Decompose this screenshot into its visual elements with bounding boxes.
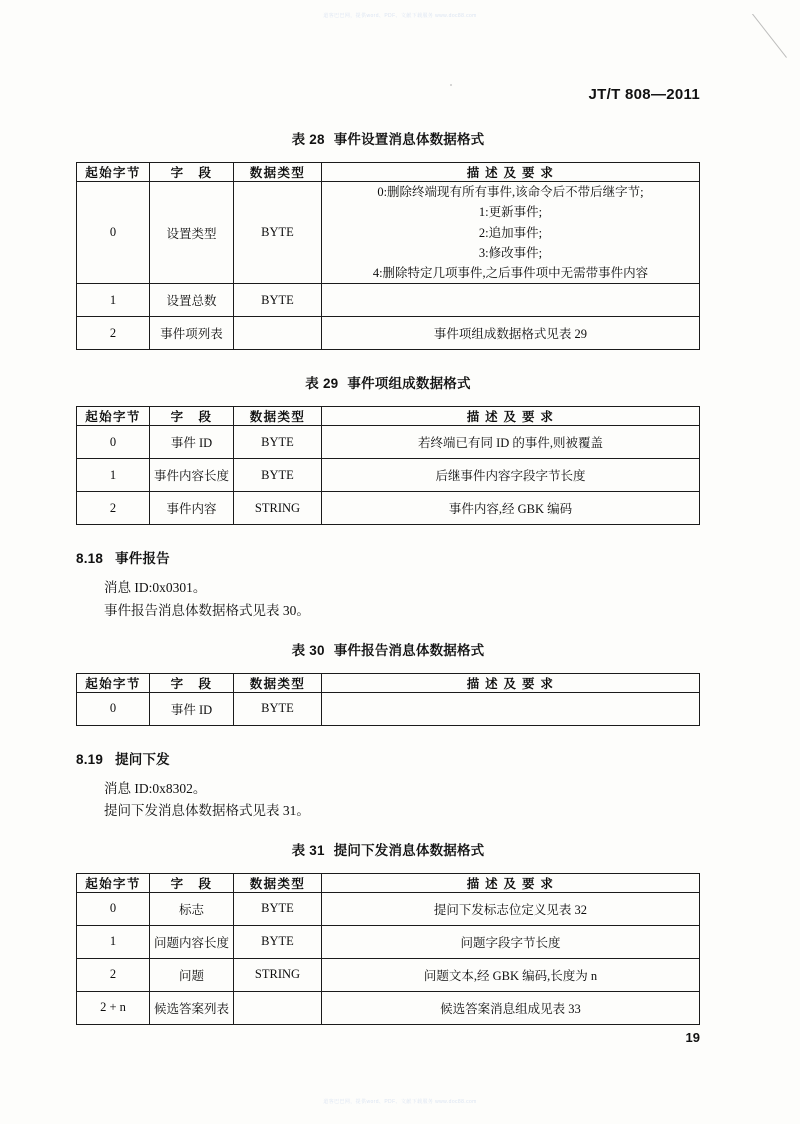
description-line: 0:删除终端现有所有事件,该命令后不带后继字节; (377, 185, 644, 199)
column-header-description: 描 述 及 要 求 (322, 407, 700, 426)
cell-start-byte: 2 (77, 958, 150, 991)
column-header-field: 字 段 (150, 873, 234, 892)
cell-data-type: BYTE (234, 284, 322, 317)
cell-start-byte: 2 (77, 492, 150, 525)
table-30-caption (76, 639, 700, 659)
section-heading-8-18 (76, 547, 700, 567)
column-header-data-type: 数据类型 (234, 673, 322, 692)
cell-start-byte: 1 (77, 459, 150, 492)
table-30-caption-number: 表 30 (291, 642, 325, 658)
section-title-8-18: 事件报告 (115, 551, 170, 567)
cell-start-byte: 1 (77, 284, 150, 317)
section-8-18-format-reference: 事件报告消息体数据格式见表 30。 (104, 602, 310, 618)
cell-description: 若终端已有同 ID 的事件,则被覆盖 (322, 426, 700, 459)
cell-field: 问题内容长度 (150, 925, 234, 958)
section-number-8-19: 8.19 (76, 751, 104, 767)
description-line: 1:更新事件; (478, 205, 543, 220)
table-row (77, 692, 700, 725)
cell-data-type: BYTE (234, 925, 322, 958)
column-header-description: 描 述 及 要 求 (322, 163, 700, 182)
cell-field: 候选答案列表 (150, 991, 234, 1024)
cell-start-byte: 0 (77, 692, 150, 725)
column-header-field: 字 段 (150, 673, 234, 692)
table-30 (76, 673, 700, 726)
table-31-caption-title: 提问下发消息体数据格式 (333, 842, 485, 858)
scan-artifact-corner (748, 14, 794, 60)
cell-start-byte: 0 (77, 426, 150, 459)
table-28-caption-title: 事件设置消息体数据格式 (333, 132, 485, 147)
column-header-data-type: 数据类型 (234, 873, 322, 892)
cell-data-type: STRING (234, 492, 322, 525)
cell-field: 设置总数 (150, 284, 234, 317)
cell-start-byte: 1 (77, 925, 150, 958)
cell-description: 问题文本,经 GBK 编码,长度为 n (322, 958, 700, 991)
table-31-caption (76, 839, 700, 859)
section-number-8-18: 8.18 (76, 551, 104, 567)
table-row (77, 426, 700, 459)
table-31 (76, 873, 700, 1025)
description-line: 3:修改事件; (478, 245, 543, 260)
page-number: 19 (685, 1030, 700, 1045)
cell-field: 设置类型 (150, 182, 234, 284)
table-30-header-row (77, 673, 700, 692)
cell-start-byte: 2 (77, 317, 150, 350)
table-row (77, 492, 700, 525)
column-header-start-byte: 起始字节 (77, 873, 150, 892)
column-header-start-byte: 起始字节 (77, 673, 150, 692)
section-heading-8-19 (76, 748, 700, 768)
cell-description: 事件内容,经 GBK 编码 (322, 492, 700, 525)
cell-field: 标志 (150, 892, 234, 925)
cell-field: 事件内容长度 (150, 459, 234, 492)
page-content (76, 128, 700, 1025)
cell-data-type: BYTE (234, 459, 322, 492)
table-29-caption (76, 372, 700, 392)
table-row (77, 991, 700, 1024)
watermark-bottom: 道客巴巴网，提供word、PDF、文献下载服务 www.doc88.com (323, 1099, 477, 1105)
cell-field: 问题 (150, 958, 234, 991)
cell-data-type (234, 991, 322, 1024)
table-row (77, 182, 700, 284)
column-header-description: 描 述 及 要 求 (322, 873, 700, 892)
column-header-field: 字 段 (150, 407, 234, 426)
standard-number-header: JT/T 808—2011 (588, 86, 700, 103)
cell-field: 事件内容 (150, 492, 234, 525)
description-line: 2:追加事件; (478, 225, 543, 240)
table-row (77, 317, 700, 350)
table-28-caption (76, 128, 700, 148)
table-row (77, 892, 700, 925)
cell-start-byte: 0 (77, 892, 150, 925)
table-row (77, 459, 700, 492)
column-header-description: 描 述 及 要 求 (322, 673, 700, 692)
cell-data-type: BYTE (234, 182, 322, 284)
table-28-header-row (77, 163, 700, 182)
section-8-19-format-reference: 提问下发消息体数据格式见表 31。 (104, 803, 310, 819)
cell-field: 事件 ID (150, 426, 234, 459)
table-31-header-row (77, 873, 700, 892)
table-29 (76, 406, 700, 525)
table-30-caption-title: 事件报告消息体数据格式 (333, 642, 485, 658)
table-row (77, 958, 700, 991)
cell-description (322, 692, 700, 725)
column-header-field: 字 段 (150, 163, 234, 182)
column-header-data-type: 数据类型 (234, 407, 322, 426)
cell-description: 问题字段字节长度 (322, 925, 700, 958)
cell-start-byte: 2 + n (77, 991, 150, 1024)
section-title-8-19: 提问下发 (115, 751, 170, 767)
cell-data-type: BYTE (234, 692, 322, 725)
table-29-header-row (77, 407, 700, 426)
cell-field: 事件 ID (150, 692, 234, 725)
table-31-caption-number: 表 31 (291, 842, 325, 858)
scan-speck (450, 84, 452, 86)
cell-field: 事件项列表 (150, 317, 234, 350)
column-header-start-byte: 起始字节 (77, 163, 150, 182)
cell-description: 后继事件内容字段字节长度 (322, 459, 700, 492)
cell-data-type (234, 317, 322, 350)
section-8-19-message-id: 消息 ID:0x8302。 (104, 780, 207, 796)
table-28 (76, 162, 700, 350)
cell-start-byte: 0 (77, 182, 150, 284)
watermark-top: 道客巴巴网，提供word、PDF、文献下载服务 www.doc88.com (323, 13, 477, 19)
cell-data-type: BYTE (234, 426, 322, 459)
table-row (77, 284, 700, 317)
cell-description (322, 284, 700, 317)
cell-description: 事件项组成数据格式见表 29 (322, 317, 700, 350)
table-29-caption-number: 表 29 (305, 376, 339, 392)
description-line: 4:删除特定几项事件,之后事件项中无需带事件内容 (372, 266, 649, 280)
cell-description: 候选答案消息组成见表 33 (322, 991, 700, 1024)
table-row (77, 925, 700, 958)
table-28-caption-number: 表 28 (291, 132, 325, 147)
cell-description (322, 182, 700, 284)
column-header-start-byte: 起始字节 (77, 407, 150, 426)
cell-description: 提问下发标志位定义见表 32 (322, 892, 700, 925)
cell-data-type: STRING (234, 958, 322, 991)
table-29-caption-title: 事件项组成数据格式 (347, 376, 471, 392)
cell-data-type: BYTE (234, 892, 322, 925)
column-header-data-type: 数据类型 (234, 163, 322, 182)
section-8-18-message-id: 消息 ID:0x0301。 (104, 580, 207, 596)
